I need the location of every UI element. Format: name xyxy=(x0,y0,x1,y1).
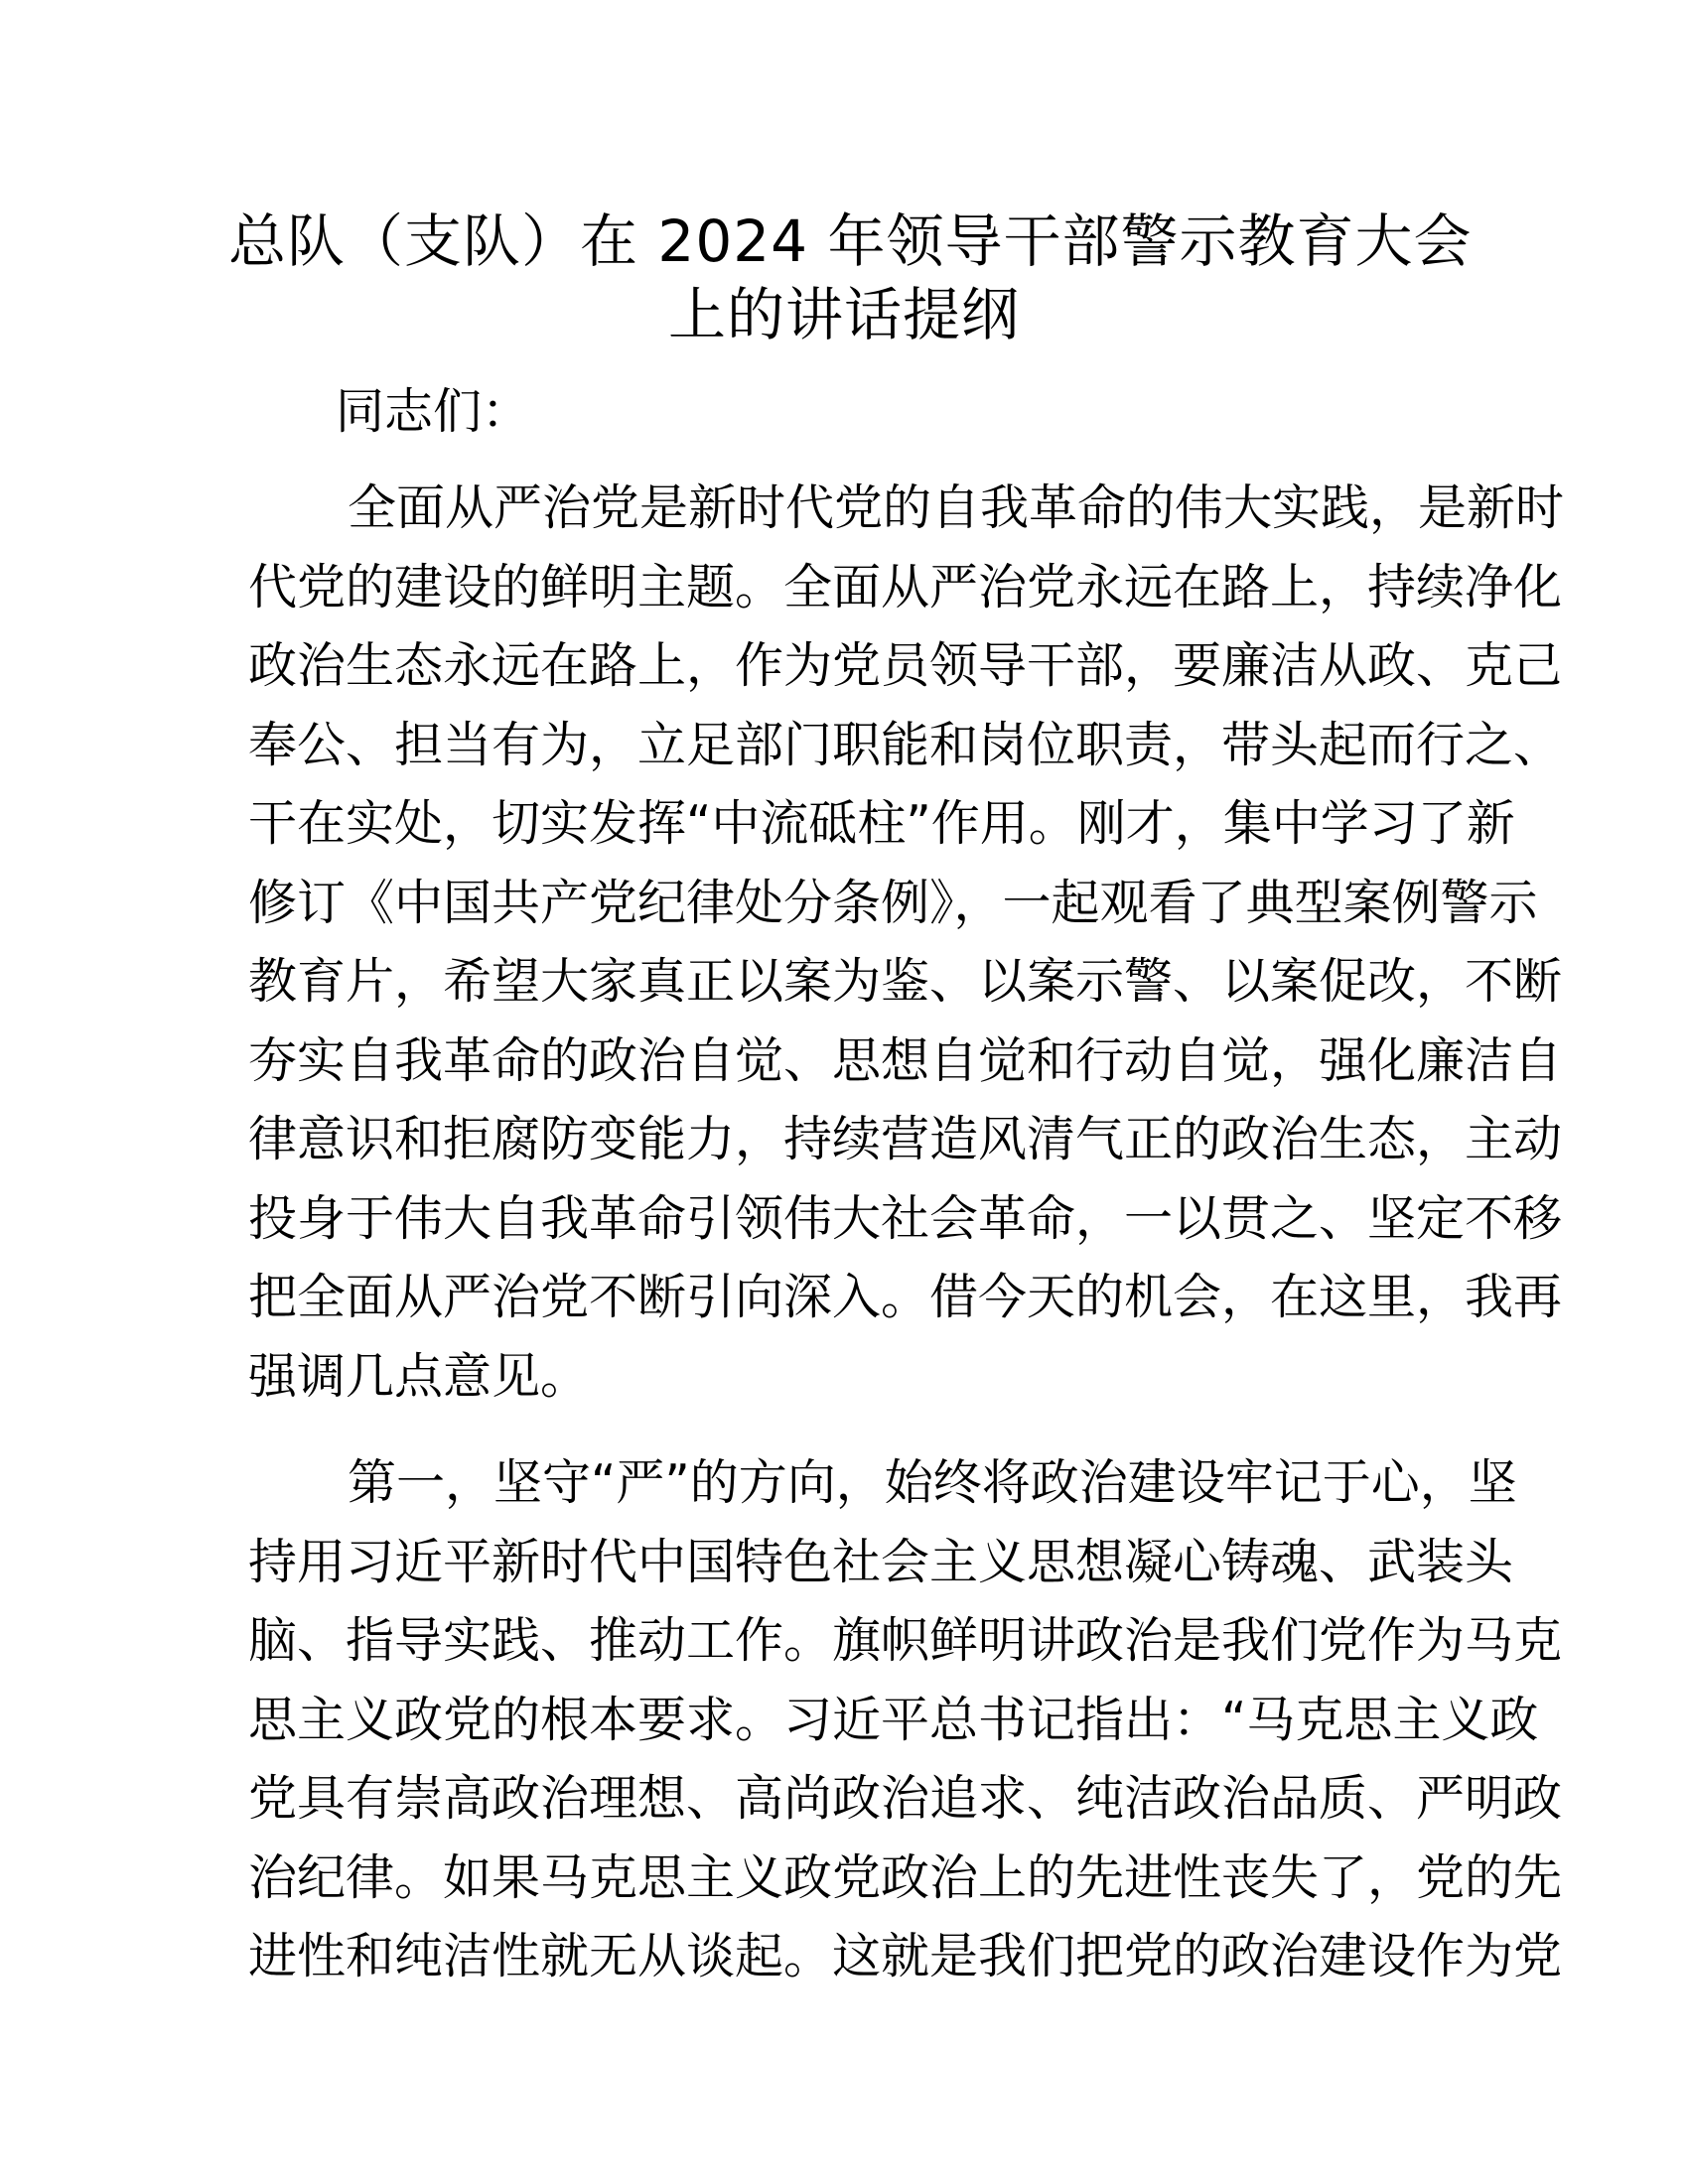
paragraph-line: 全面从严治党是新时代党的自我革命的伟大实践，是新时 xyxy=(348,479,1565,536)
paragraph-line: 进性和纯洁性就无从谈起。这就是我们把党的政治建设作为党 xyxy=(248,1928,1563,1984)
paragraph-line: 党具有崇高政治理想、高尚政治追求、纯洁政治品质、严明政 xyxy=(248,1770,1563,1827)
paragraph-line: 代党的建设的鲜明主题。全面从严治党永远在路上，持续净化 xyxy=(248,559,1563,615)
document-title xyxy=(228,205,1473,351)
salutation: 同志们： xyxy=(336,383,531,440)
paragraph-line: 第一，坚守“严”的方向，始终将政治建设牢记于心，坚 xyxy=(348,1454,1517,1511)
paragraph-line: 教育片，希望大家真正以案为鉴、以案示警、以案促改，不断 xyxy=(248,953,1563,1010)
paragraph-line: 夯实自我革命的政治自觉、思想自觉和行动自觉，强化廉洁自 xyxy=(248,1032,1563,1089)
paragraph-line: 修订《中国共产党纪律处分条例》，一起观看了典型案例警示 xyxy=(248,875,1538,931)
title-line-2: 上的讲话提纲 xyxy=(667,281,1020,348)
paragraph-line: 治纪律。如果马克思主义政党政治上的先进性丧失了，党的先 xyxy=(248,1849,1563,1906)
paragraph-line: 奉公、担当有为，立足部门职能和岗位职责，带头起而行之、 xyxy=(248,717,1563,773)
paragraph-line: 强调几点意见。 xyxy=(248,1348,590,1405)
paragraph-line: 把全面从严治党不断引向深入。借今天的机会，在这里，我再 xyxy=(248,1269,1563,1325)
paragraph-line: 干在实处，切实发挥“中流砥柱”作用。刚才，集中学习了新 xyxy=(248,795,1515,852)
paragraph-line: 思主义政党的根本要求。习近平总书记指出：“马克思主义政 xyxy=(248,1692,1539,1748)
paragraph-line: 律意识和拒腐防变能力，持续营造风清气正的政治生态，主动 xyxy=(248,1111,1563,1167)
paragraph-line: 投身于伟大自我革命引领伟大社会革命，一以贯之、坚定不移 xyxy=(248,1190,1563,1247)
paragraph-line: 脑、指导实践、推动工作。旗帜鲜明讲政治是我们党作为马克 xyxy=(248,1612,1563,1669)
title-line-1: 总队（支队）在 2024 年领导干部警示教育大会 xyxy=(228,207,1473,275)
paragraph-line: 持用习近平新时代中国特色社会主义思想凝心铸魂、武装头 xyxy=(248,1534,1514,1590)
paragraph-line: 政治生态永远在路上，作为党员领导干部，要廉洁从政、克己 xyxy=(248,637,1563,694)
